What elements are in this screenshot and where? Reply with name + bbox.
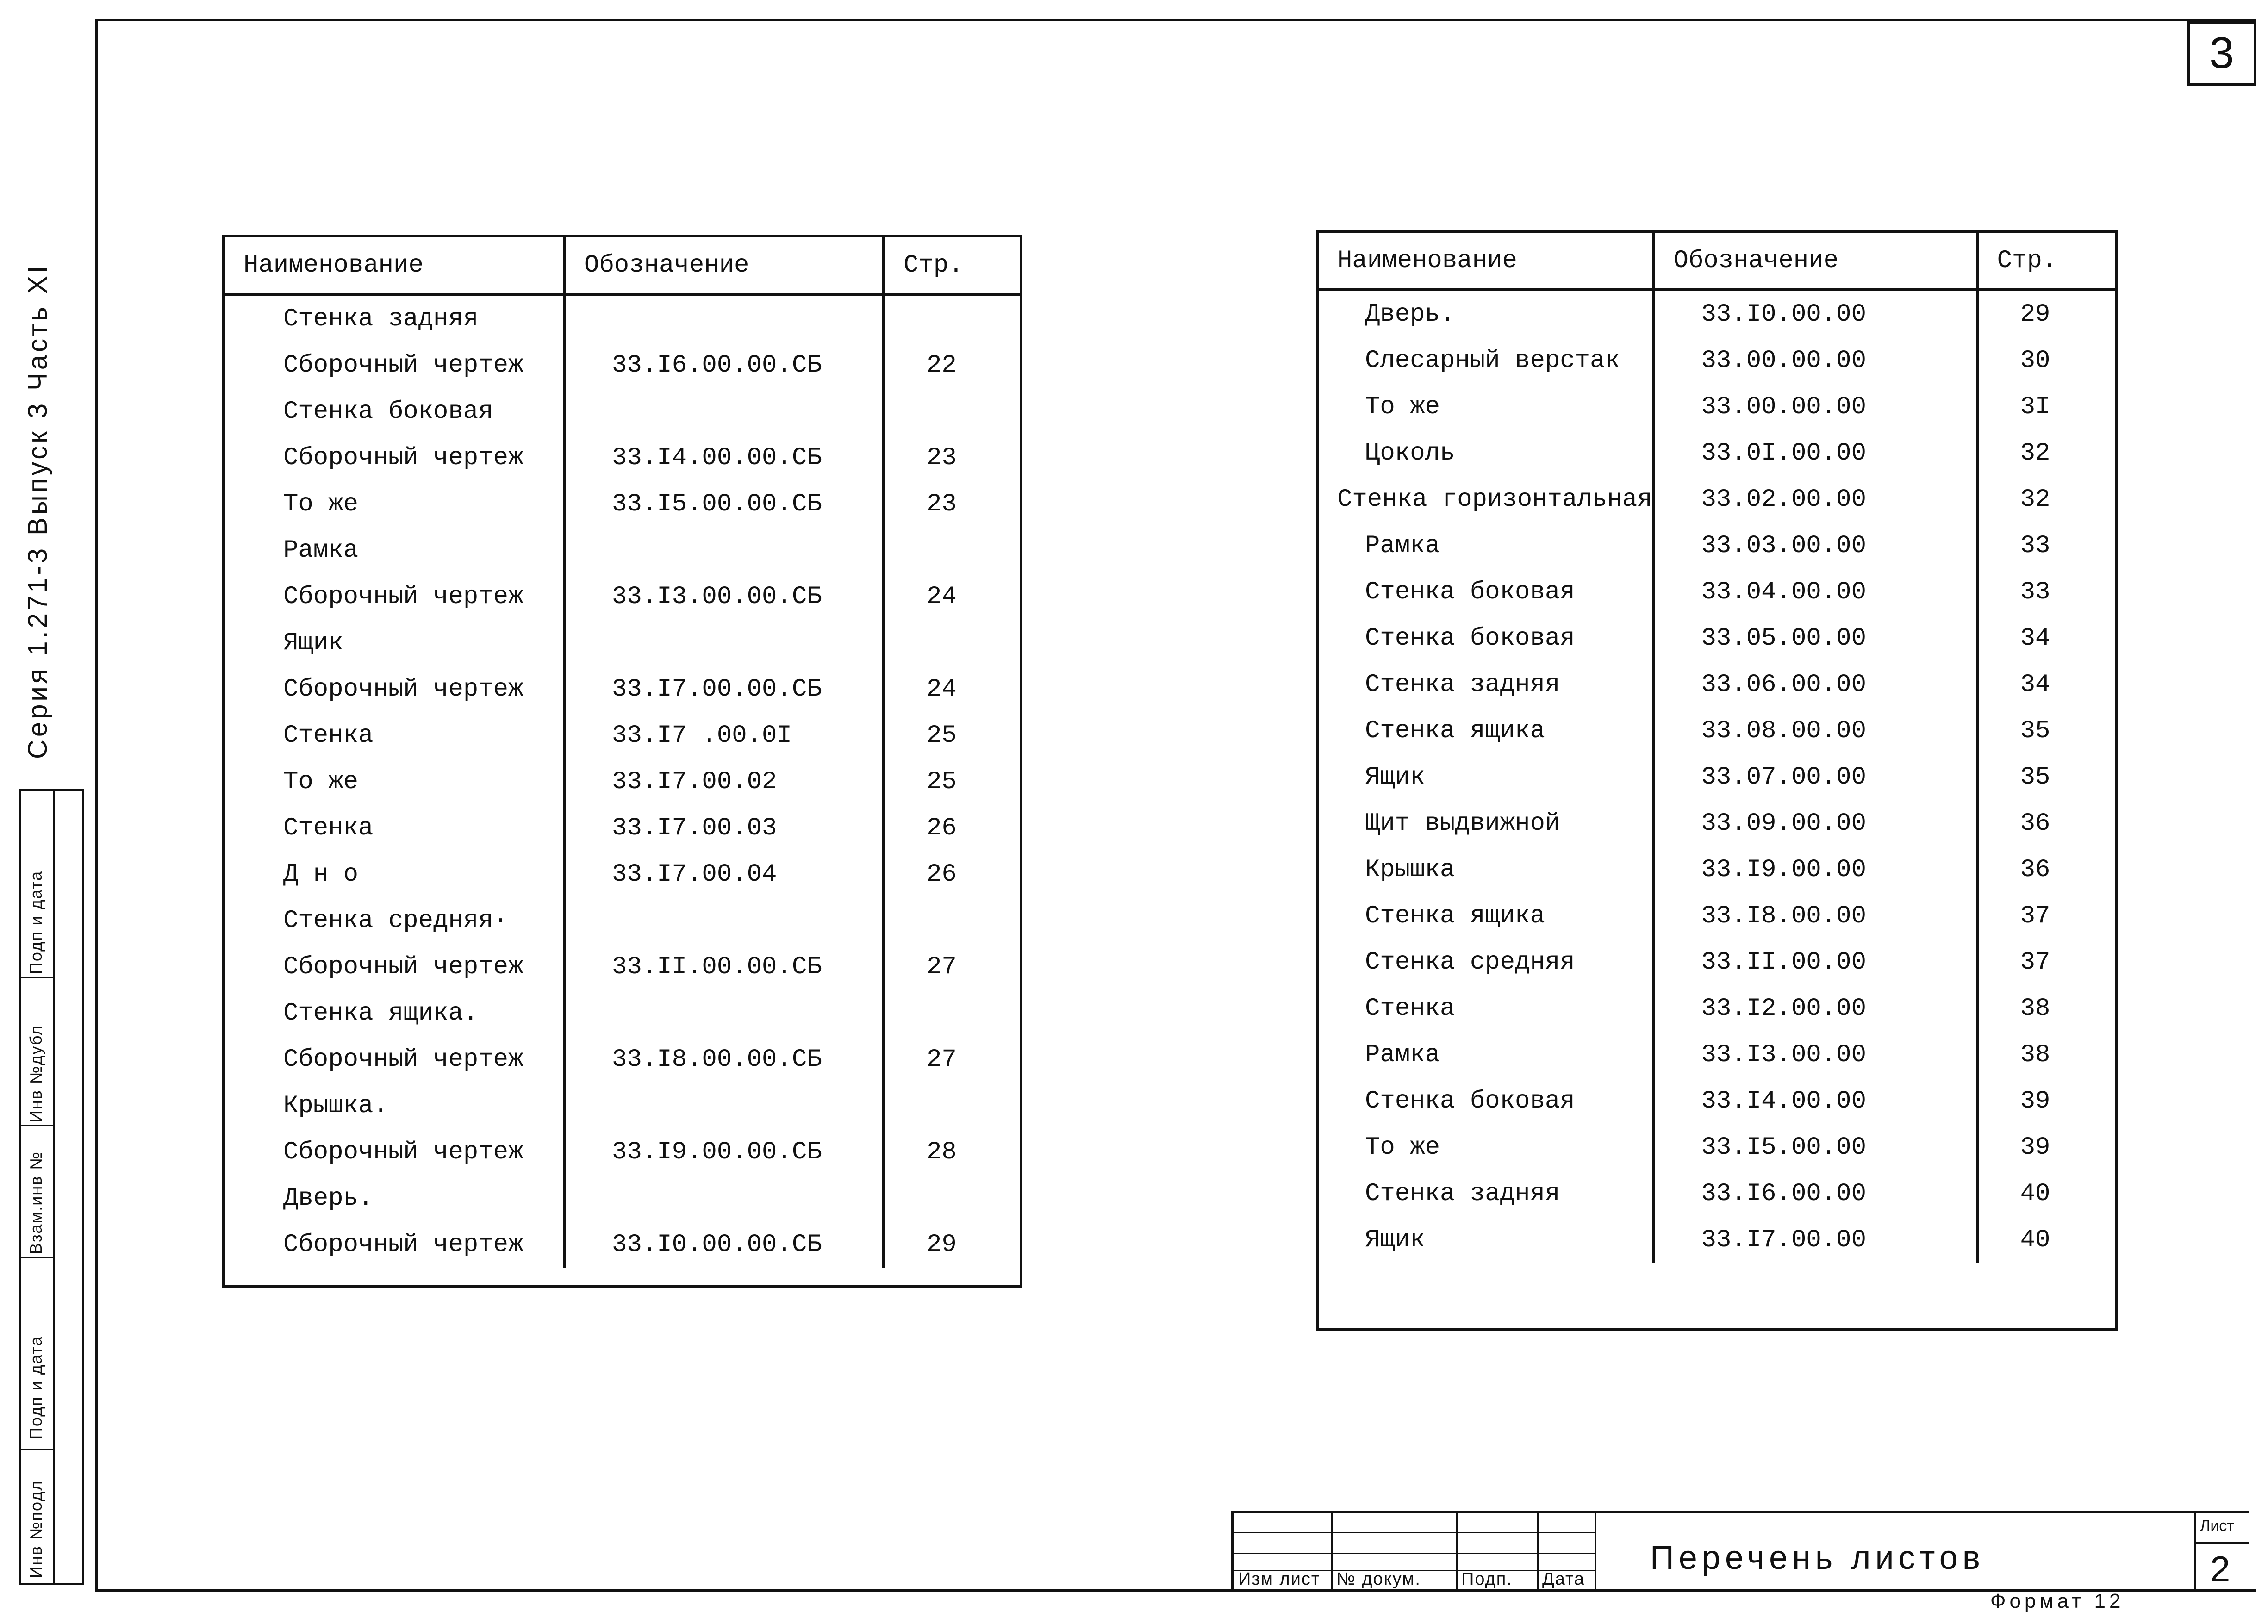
row-page: 24 [927, 675, 957, 703]
right-table [1319, 233, 2115, 1263]
row-page [884, 1175, 1020, 1221]
row-name: Стенка задняя [225, 294, 564, 342]
row-name: Сборочный чертеж [225, 944, 564, 990]
table-row [1319, 846, 2115, 893]
row-code: 33.I9.00.00 [1654, 846, 1977, 893]
row-name: Стенка задняя [1319, 1170, 1654, 1217]
row-code [564, 897, 884, 944]
row-code: 33.I3.00.00 [1654, 1032, 1977, 1078]
strip-divider [53, 791, 55, 1583]
row-page: 23 [927, 443, 957, 472]
row-code [564, 1083, 884, 1129]
table-row [225, 435, 1020, 481]
row-name: Стенка [225, 805, 564, 851]
row-code: 33.00.00.00 [1654, 384, 1977, 430]
table-row [225, 759, 1020, 805]
strip-label-vzam-inv: Взам.инв № [26, 1151, 45, 1254]
table-row [1319, 939, 2115, 985]
row-page: 38 [2020, 994, 2050, 1023]
row-page: 34 [2020, 624, 2050, 653]
row-code [564, 294, 884, 342]
row-page: 33 [2020, 531, 2050, 560]
row-code: 33.I7.00.00 [1654, 1217, 1977, 1263]
table-header [1319, 233, 2115, 290]
row-code: 33.I2.00.00 [1654, 985, 1977, 1032]
row-name: Дверь. [225, 1175, 564, 1221]
row-page: 34 [2020, 670, 2050, 699]
row-name: Сборочный чертеж [225, 435, 564, 481]
row-name: Щит выдвижной [1319, 800, 1654, 846]
row-name: Стенка средняя [1319, 939, 1654, 985]
table-row [225, 481, 1020, 527]
row-page: 23 [927, 490, 957, 518]
row-name: Стенка ящика [1319, 893, 1654, 939]
row-page: 27 [927, 952, 957, 981]
row-code: 33.I9.00.00.СБ [564, 1129, 884, 1175]
caption-data: Дата [1542, 1569, 1585, 1589]
row-name: Стенка средняя· [225, 897, 564, 944]
header-name: Наименование [1319, 233, 1654, 290]
left-stamp-strip [19, 789, 84, 1585]
row-code: 33.II.00.00 [1654, 939, 1977, 985]
row-page: 37 [2020, 902, 2050, 930]
header-name: Наименование [225, 237, 564, 294]
row-name: Сборочный чертеж [225, 1221, 564, 1268]
grid-line [1234, 1532, 1595, 1533]
row-code: 33.I6.00.00.СБ [564, 342, 884, 388]
row-code [564, 1175, 884, 1221]
row-name: То же [225, 481, 564, 527]
row-code [564, 527, 884, 573]
row-page: 35 [2020, 716, 2050, 745]
row-name: Стенка боковая [225, 388, 564, 435]
row-name: Рамка [225, 527, 564, 573]
row-page [884, 620, 1020, 666]
row-page: 36 [2020, 855, 2050, 884]
row-name: Сборочный чертеж [225, 1036, 564, 1083]
row-name: Сборочный чертеж [225, 1129, 564, 1175]
row-name: Рамка [1319, 523, 1654, 569]
row-code: 33.I0.00.00 [1654, 290, 1977, 337]
table-row [225, 712, 1020, 759]
header-page: Стр. [884, 237, 1020, 294]
row-code: 33.05.00.00 [1654, 615, 1977, 661]
strip-label-inv-dubl: Инв №дубл [26, 1025, 45, 1122]
caption-izm-list: Изм лист [1238, 1569, 1321, 1589]
left-table [225, 237, 1020, 1268]
row-name: Стенка боковая [1319, 1078, 1654, 1124]
row-page: 32 [2020, 439, 2050, 467]
table-row [225, 897, 1020, 944]
row-code: 33.I8.00.00 [1654, 893, 1977, 939]
row-name: Стенка ящика [1319, 708, 1654, 754]
row-code: 33.I7.00.03 [564, 805, 884, 851]
sheet-box-line [2196, 1542, 2249, 1544]
table-row [225, 573, 1020, 620]
row-page: 29 [2020, 300, 2050, 329]
row-name: Ящик [1319, 754, 1654, 800]
row-name: Крышка [1319, 846, 1654, 893]
table-row [1319, 569, 2115, 615]
table-row [225, 527, 1020, 573]
row-page: 25 [927, 721, 957, 750]
row-page [884, 990, 1020, 1036]
row-code: 33.0I.00.00 [1654, 430, 1977, 476]
row-name: Д н о [225, 851, 564, 897]
row-code: 33.08.00.00 [1654, 708, 1977, 754]
row-code [564, 620, 884, 666]
row-name: Сборочный чертеж [225, 573, 564, 620]
row-code: 33.I0.00.00.СБ [564, 1221, 884, 1268]
table-row [225, 1221, 1020, 1268]
table-row [225, 851, 1020, 897]
row-code: 33.02.00.00 [1654, 476, 1977, 523]
row-code: 33.I7.00.02 [564, 759, 884, 805]
row-code: 33.I7.00.00.СБ [564, 666, 884, 712]
row-name: Ящик [1319, 1217, 1654, 1263]
strip-line [21, 1257, 53, 1258]
strip-label-inv-podl: Инв №подл [26, 1480, 45, 1578]
strip-line [21, 977, 53, 978]
row-code: 33.07.00.00 [1654, 754, 1977, 800]
row-page: 32 [2020, 485, 2050, 514]
caption-podp: Подп. [1461, 1569, 1513, 1589]
table-row [225, 388, 1020, 435]
row-page: 28 [927, 1138, 957, 1166]
grid-line [1331, 1513, 1333, 1592]
row-code: 33.03.00.00 [1654, 523, 1977, 569]
row-page: 39 [2020, 1087, 2050, 1115]
row-code: 33.I4.00.00 [1654, 1078, 1977, 1124]
row-page: 3I [2020, 392, 2050, 421]
table-row [1319, 800, 2115, 846]
row-page: 30 [2020, 346, 2050, 375]
table-row [1319, 661, 2115, 708]
grid-line [1595, 1513, 1596, 1592]
table-row [225, 990, 1020, 1036]
row-code: 33.I4.00.00.СБ [564, 435, 884, 481]
row-code: 33.I5.00.00.СБ [564, 481, 884, 527]
row-page: 40 [2020, 1226, 2050, 1254]
row-name: То же [1319, 384, 1654, 430]
row-page: 40 [2020, 1179, 2050, 1208]
row-name: Стенка задняя [1319, 661, 1654, 708]
grid-line [1456, 1513, 1458, 1592]
table-row [225, 294, 1020, 342]
sheet-title: Перечень листов [1650, 1539, 1985, 1576]
row-page: 26 [927, 860, 957, 889]
page-number: 3 [2187, 21, 2256, 86]
title-block [1231, 1511, 2249, 1592]
row-page: 22 [927, 351, 957, 380]
table-row [1319, 893, 2115, 939]
strip-label-podp-data-1: Подп и дата [26, 1335, 45, 1439]
row-page: 33 [2020, 578, 2050, 606]
row-code [564, 990, 884, 1036]
row-code: 33.04.00.00 [1654, 569, 1977, 615]
row-name: Ящик [225, 620, 564, 666]
table-row [1319, 523, 2115, 569]
table-header [225, 237, 1020, 294]
table-row [1319, 384, 2115, 430]
sheet-box [2194, 1513, 2249, 1592]
series-caption: Серия 1.271-3 Выпуск 3 Часть XI [23, 263, 53, 759]
table-row [1319, 430, 2115, 476]
row-page [884, 527, 1020, 573]
grid-line [1537, 1513, 1539, 1592]
table-row [225, 944, 1020, 990]
sheet-number: 2 [2210, 1549, 2231, 1589]
strip-line [21, 1449, 53, 1450]
row-page [884, 388, 1020, 435]
grid-line [1234, 1553, 1595, 1554]
row-name: Дверь. [1319, 290, 1654, 337]
row-name: Крышка. [225, 1083, 564, 1129]
row-code: 33.06.00.00 [1654, 661, 1977, 708]
row-code: 33.00.00.00 [1654, 337, 1977, 384]
table-row [1319, 708, 2115, 754]
table-row [1319, 1170, 2115, 1217]
revision-grid [1234, 1513, 1595, 1592]
table-row [225, 1036, 1020, 1083]
row-name: Сборочный чертеж [225, 342, 564, 388]
table-row [1319, 1032, 2115, 1078]
row-code: 33.I3.00.00.СБ [564, 573, 884, 620]
row-page: 24 [927, 582, 957, 611]
row-page: 25 [927, 767, 957, 796]
table-row [1319, 1217, 2115, 1263]
row-page [884, 897, 1020, 944]
row-code: 33.I7.00.04 [564, 851, 884, 897]
strip-label-podp-data-2: Подп и дата [26, 870, 45, 974]
table-row [1319, 1124, 2115, 1170]
table-row [225, 620, 1020, 666]
table-row [225, 805, 1020, 851]
row-page: 36 [2020, 809, 2050, 838]
row-name: Стенка боковая [1319, 569, 1654, 615]
row-name: То же [1319, 1124, 1654, 1170]
row-code: 33.I5.00.00 [1654, 1124, 1977, 1170]
table-row [1319, 1078, 2115, 1124]
header-code: Обозначение [1654, 233, 1977, 290]
row-page: 29 [927, 1230, 957, 1259]
row-page [884, 1083, 1020, 1129]
row-code [564, 388, 884, 435]
row-name: Сборочный чертеж [225, 666, 564, 712]
left-table-body [225, 294, 1020, 1268]
row-page: 37 [2020, 948, 2050, 977]
row-page: 27 [927, 1045, 957, 1074]
row-page: 38 [2020, 1040, 2050, 1069]
table-row [1319, 615, 2115, 661]
row-page: 35 [2020, 763, 2050, 791]
row-name: Стенка боковая [1319, 615, 1654, 661]
table-row [225, 1175, 1020, 1221]
table-row [1319, 290, 2115, 337]
header-code: Обозначение [564, 237, 884, 294]
sheet-label: Лист [2200, 1517, 2234, 1535]
row-name: Стенка горизонтальная [1319, 476, 1654, 523]
format-label: Формат 12 [1990, 1590, 2125, 1612]
table-row [1319, 476, 2115, 523]
row-code: 33.09.00.00 [1654, 800, 1977, 846]
row-page [884, 294, 1020, 342]
table-row [1319, 754, 2115, 800]
row-name: Слесарный верстак [1319, 337, 1654, 384]
table-row [225, 1129, 1020, 1175]
table-row [1319, 985, 2115, 1032]
right-table-body [1319, 290, 2115, 1263]
table-row [225, 666, 1020, 712]
row-name: Стенка ящика. [225, 990, 564, 1036]
row-name: То же [225, 759, 564, 805]
row-code: 33.I7 .00.0I [564, 712, 884, 759]
row-name: Цоколь [1319, 430, 1654, 476]
row-page: 26 [927, 814, 957, 842]
row-page: 39 [2020, 1133, 2050, 1162]
row-name: Стенка [1319, 985, 1654, 1032]
row-code: 33.II.00.00.СБ [564, 944, 884, 990]
row-name: Рамка [1319, 1032, 1654, 1078]
row-code: 33.I6.00.00 [1654, 1170, 1977, 1217]
row-code: 33.I8.00.00.СБ [564, 1036, 884, 1083]
row-name: Стенка [225, 712, 564, 759]
strip-line [21, 1125, 53, 1126]
table-row [225, 342, 1020, 388]
table-row [225, 1083, 1020, 1129]
caption-doc-num: № докум. [1336, 1569, 1421, 1589]
table-row [1319, 337, 2115, 384]
header-page: Стр. [1977, 233, 2115, 290]
